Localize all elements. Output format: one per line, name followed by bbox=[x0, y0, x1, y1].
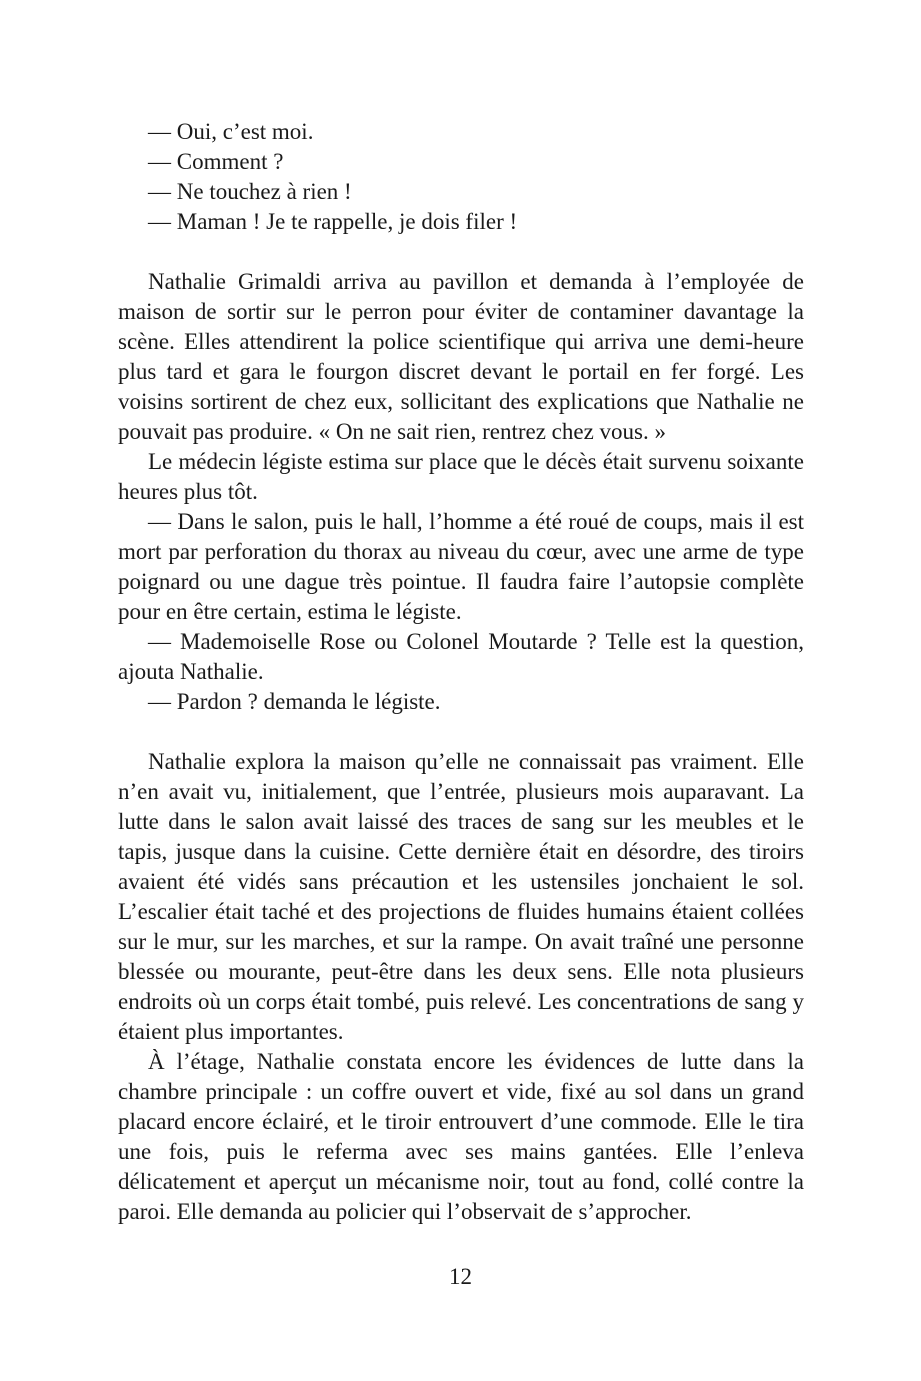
paragraph: À l’étage, Nathalie constata encore les évidences de lutte dans la chambre principale : un coffre ouvert et vide, fixé au sol dans un grand placard encore éclairé, et le tiroir entrouvert d’une commode. Elle le tira une fois, puis le referma avec ses mains gantées. Elle l’enleva délicatement et aperçut un mécanisme noir, tout au fond, collé contre la paroi. Elle demanda au policier qui l’observait de s’approcher. bbox=[118, 1049, 804, 1224]
dialogue-line: — Oui, c’est moi. bbox=[148, 119, 314, 144]
page-body bbox=[118, 117, 804, 1227]
paragraph: Le médecin légiste estima sur place que le décès était survenu soixante heures plus tôt. bbox=[118, 449, 804, 504]
dialogue-line: — Ne touchez à rien ! bbox=[148, 179, 352, 204]
dialogue-line: — Comment ? bbox=[148, 149, 284, 174]
paragraph: — Mademoiselle Rose ou Colonel Moutarde ? Telle est la question, ajouta Nathalie. bbox=[118, 629, 804, 684]
page-number: 12 bbox=[449, 1264, 472, 1289]
section-break bbox=[118, 237, 804, 267]
paragraph: Nathalie Grimaldi arriva au pavillon et demanda à l’employée de maison de sortir sur le perron pour éviter de contaminer davantage la scène. Elles attendirent la police scientifique qui arriva une demi-heure plus tard et gara le fourgon discret devant le portail en fer forgé. Les voisins sortirent de chez eux, sollicitant des explications que Nathalie ne pouvait pas produire. « On ne sait rien, rentrez chez vous. » bbox=[118, 269, 804, 444]
paragraph: — Dans le salon, puis le hall, l’homme a été roué de coups, mais il est mort par perforation du thorax au niveau du cœur, avec une arme de type poignard ou une dague très pointue. Il faudra faire l’autopsie complète pour en être certain, estima le légiste. bbox=[118, 509, 804, 624]
paragraph: Nathalie explora la maison qu’elle ne connaissait pas vraiment. Elle n’en avait vu, initialement, que l’entrée, plusieurs mois auparavant. La lutte dans le salon avait laissé des traces de sang sur les meubles et le tapis, jusque dans la cuisine. Cette dernière était en désordre, des tiroirs avaient été vidés sans précaution et les ustensiles jonchaient le sol. L’escalier était taché et des projections de fluides humains étaient collées sur le mur, sur les marches, et sur la rampe. On avait traîné une personne blessée ou mourante, peut-être dans les deux sens. Elle nota plusieurs endroits où un corps était tombé, puis relevé. Les concentrations de sang y étaient plus importantes. bbox=[118, 749, 804, 1044]
dialogue-line: — Maman ! Je te rappelle, je dois filer ! bbox=[148, 209, 518, 234]
paragraph: — Pardon ? demanda le légiste. bbox=[148, 689, 441, 714]
section-break bbox=[118, 717, 804, 747]
